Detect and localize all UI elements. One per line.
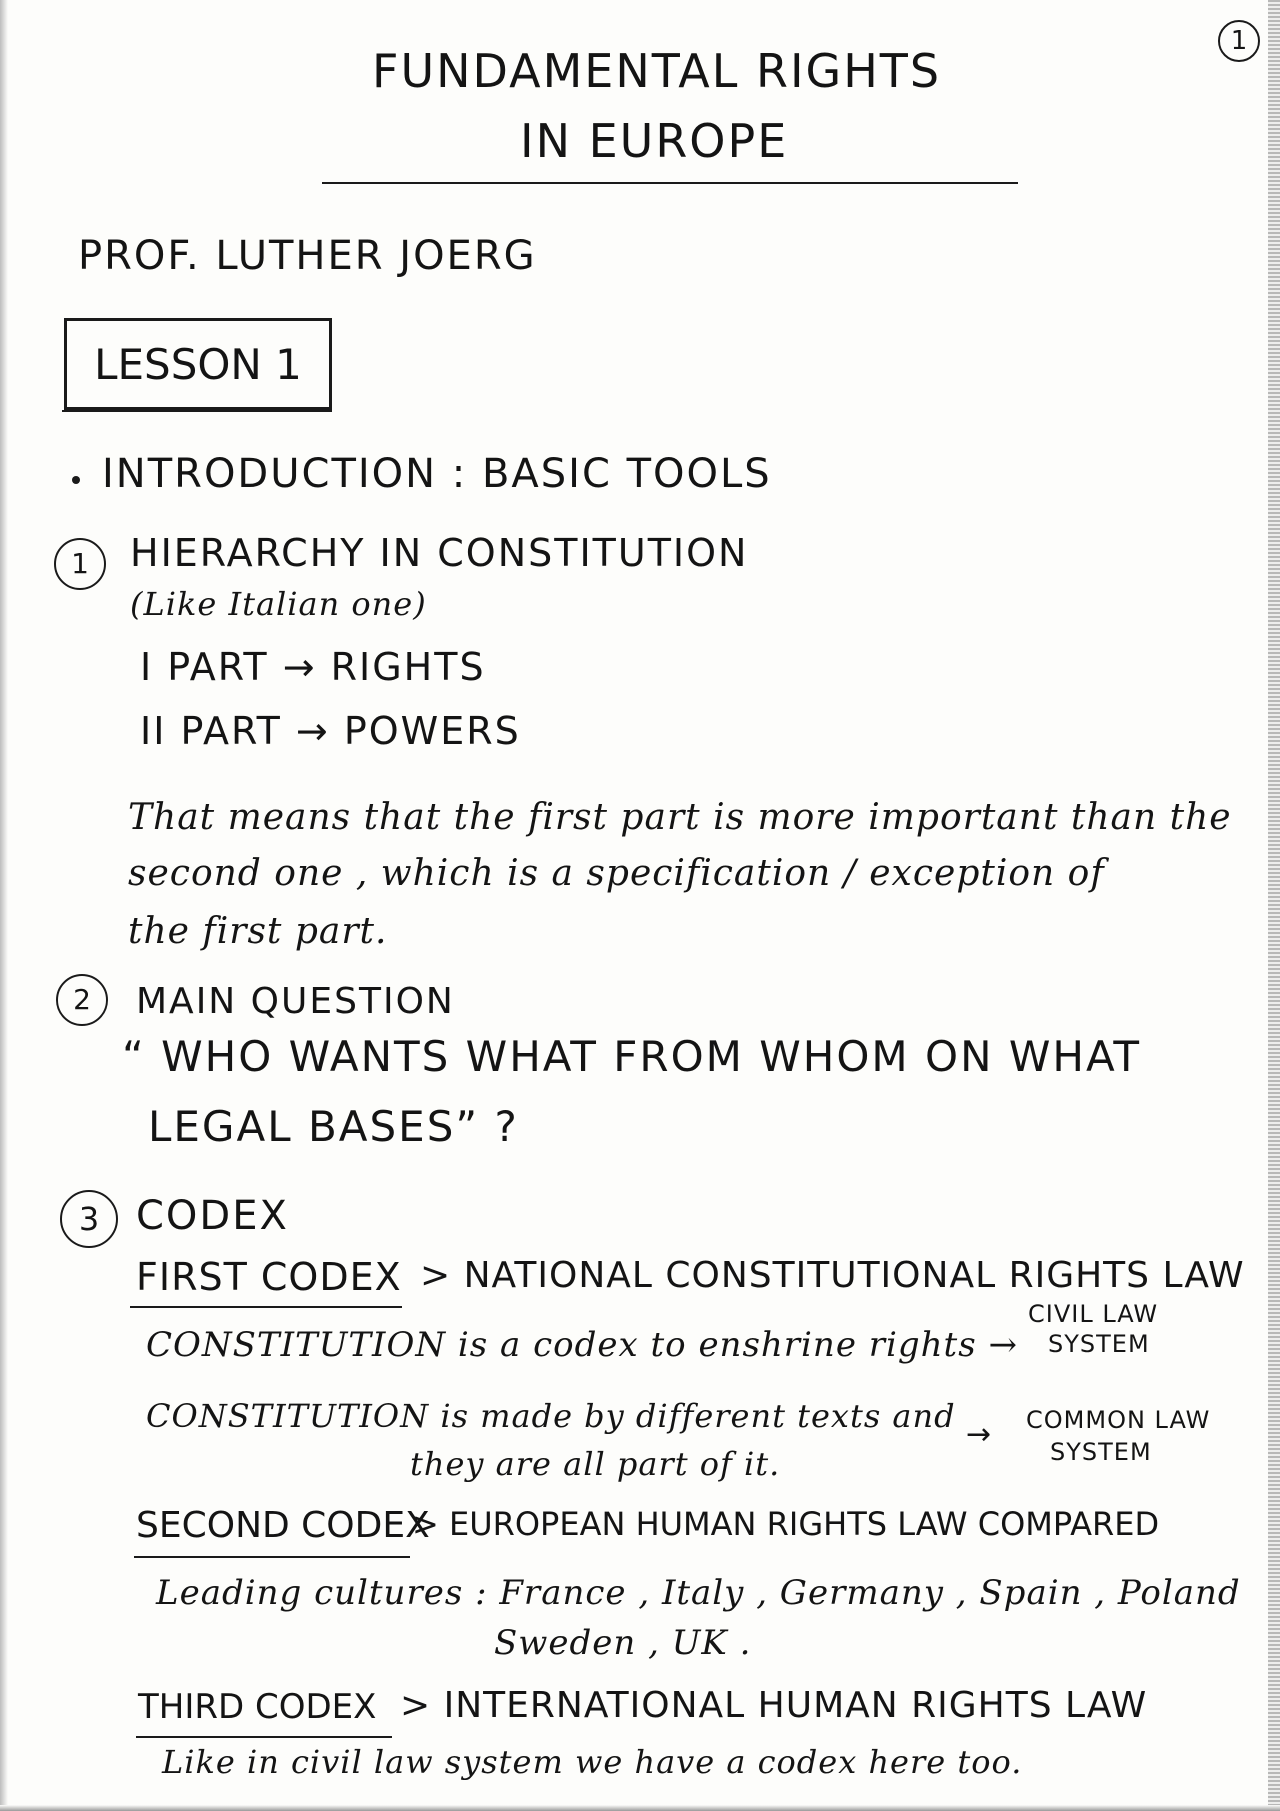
section-1-paragraph-line-3: the first part. bbox=[128, 911, 388, 952]
title-line-2: IN EUROPE bbox=[520, 114, 789, 168]
leading-cultures-line-2: Sweden , UK . bbox=[494, 1623, 752, 1663]
third-codex-label: THIRD CODEX bbox=[138, 1687, 377, 1727]
section-1-part-1: I PART → RIGHTS bbox=[140, 645, 486, 689]
section-2-number-text: 2 bbox=[73, 983, 91, 1016]
lesson-box-underline bbox=[62, 410, 332, 412]
page-number bbox=[1218, 20, 1260, 62]
page-bottom-edge bbox=[0, 1805, 1280, 1811]
page-number-text: 1 bbox=[1230, 26, 1248, 56]
lesson-label: LESSON 1 bbox=[94, 339, 302, 389]
section-2-question-line-1: “ WHO WANTS WHAT FROM WHOM ON WHAT bbox=[122, 1032, 1142, 1081]
section-3-heading: CODEX bbox=[136, 1193, 289, 1239]
title-line-1: FUNDAMENTAL RIGHTS bbox=[372, 44, 942, 98]
civil-law-label: CIVIL LAW bbox=[1028, 1300, 1159, 1328]
first-codex-underline bbox=[130, 1306, 402, 1308]
constitution-civil-text: CONSTITUTION is a codex to enshrine rights → bbox=[146, 1325, 1018, 1365]
section-1-number bbox=[54, 538, 106, 590]
first-codex-label: FIRST CODEX bbox=[136, 1255, 402, 1299]
section-1-note: (Like Italian one) bbox=[130, 585, 427, 623]
section-2-question-line-2: LEGAL BASES” ? bbox=[148, 1102, 519, 1151]
intro-heading: INTRODUCTION : BASIC TOOLS bbox=[102, 451, 772, 497]
title-underline bbox=[322, 182, 1018, 184]
intro-bullet bbox=[72, 476, 80, 484]
section-1-paragraph-line-2: second one , which is a specification / exception of bbox=[128, 853, 1105, 894]
constitution-common-text-line-2: they are all part of it. bbox=[410, 1445, 781, 1483]
third-codex-description: > INTERNATIONAL HUMAN RIGHTS LAW bbox=[400, 1685, 1148, 1726]
lesson-box bbox=[64, 318, 332, 410]
common-law-label: COMMON LAW bbox=[1026, 1406, 1211, 1434]
section-2-heading: MAIN QUESTION bbox=[136, 981, 455, 1022]
civil-law-system-label: SYSTEM bbox=[1048, 1330, 1150, 1358]
second-codex-description: > EUROPEAN HUMAN RIGHTS LAW COMPARED bbox=[412, 1505, 1160, 1543]
section-1-paragraph-line-1: That means that the first part is more important than the bbox=[128, 797, 1232, 838]
professor-name: PROF. LUTHER JOERG bbox=[78, 233, 537, 279]
constitution-common-text-line-1: CONSTITUTION is made by different texts and bbox=[146, 1397, 956, 1435]
third-codex-underline bbox=[136, 1736, 392, 1738]
section-1-heading: HIERARCHY IN CONSTITUTION bbox=[130, 531, 749, 575]
section-3-number-text: 3 bbox=[78, 1200, 100, 1238]
section-1-number-text: 1 bbox=[71, 547, 89, 580]
section-2-number bbox=[56, 974, 108, 1026]
page-right-edge bbox=[1268, 0, 1280, 1811]
section-1-part-2: II PART → POWERS bbox=[140, 709, 521, 753]
section-3-number bbox=[60, 1190, 118, 1248]
second-codex-label: SECOND CODEX bbox=[136, 1505, 430, 1546]
common-law-arrow-icon: → bbox=[966, 1417, 993, 1452]
third-codex-note: Like in civil law system we have a codex here too. bbox=[162, 1743, 1023, 1781]
page-left-edge bbox=[0, 0, 8, 1811]
second-codex-underline bbox=[134, 1556, 410, 1558]
common-law-system-label: SYSTEM bbox=[1050, 1438, 1152, 1466]
first-codex-description: > NATIONAL CONSTITUTIONAL RIGHTS LAW bbox=[420, 1255, 1245, 1296]
leading-cultures-line-1: Leading cultures : France , Italy , Germany , Spain , Poland bbox=[156, 1573, 1241, 1613]
